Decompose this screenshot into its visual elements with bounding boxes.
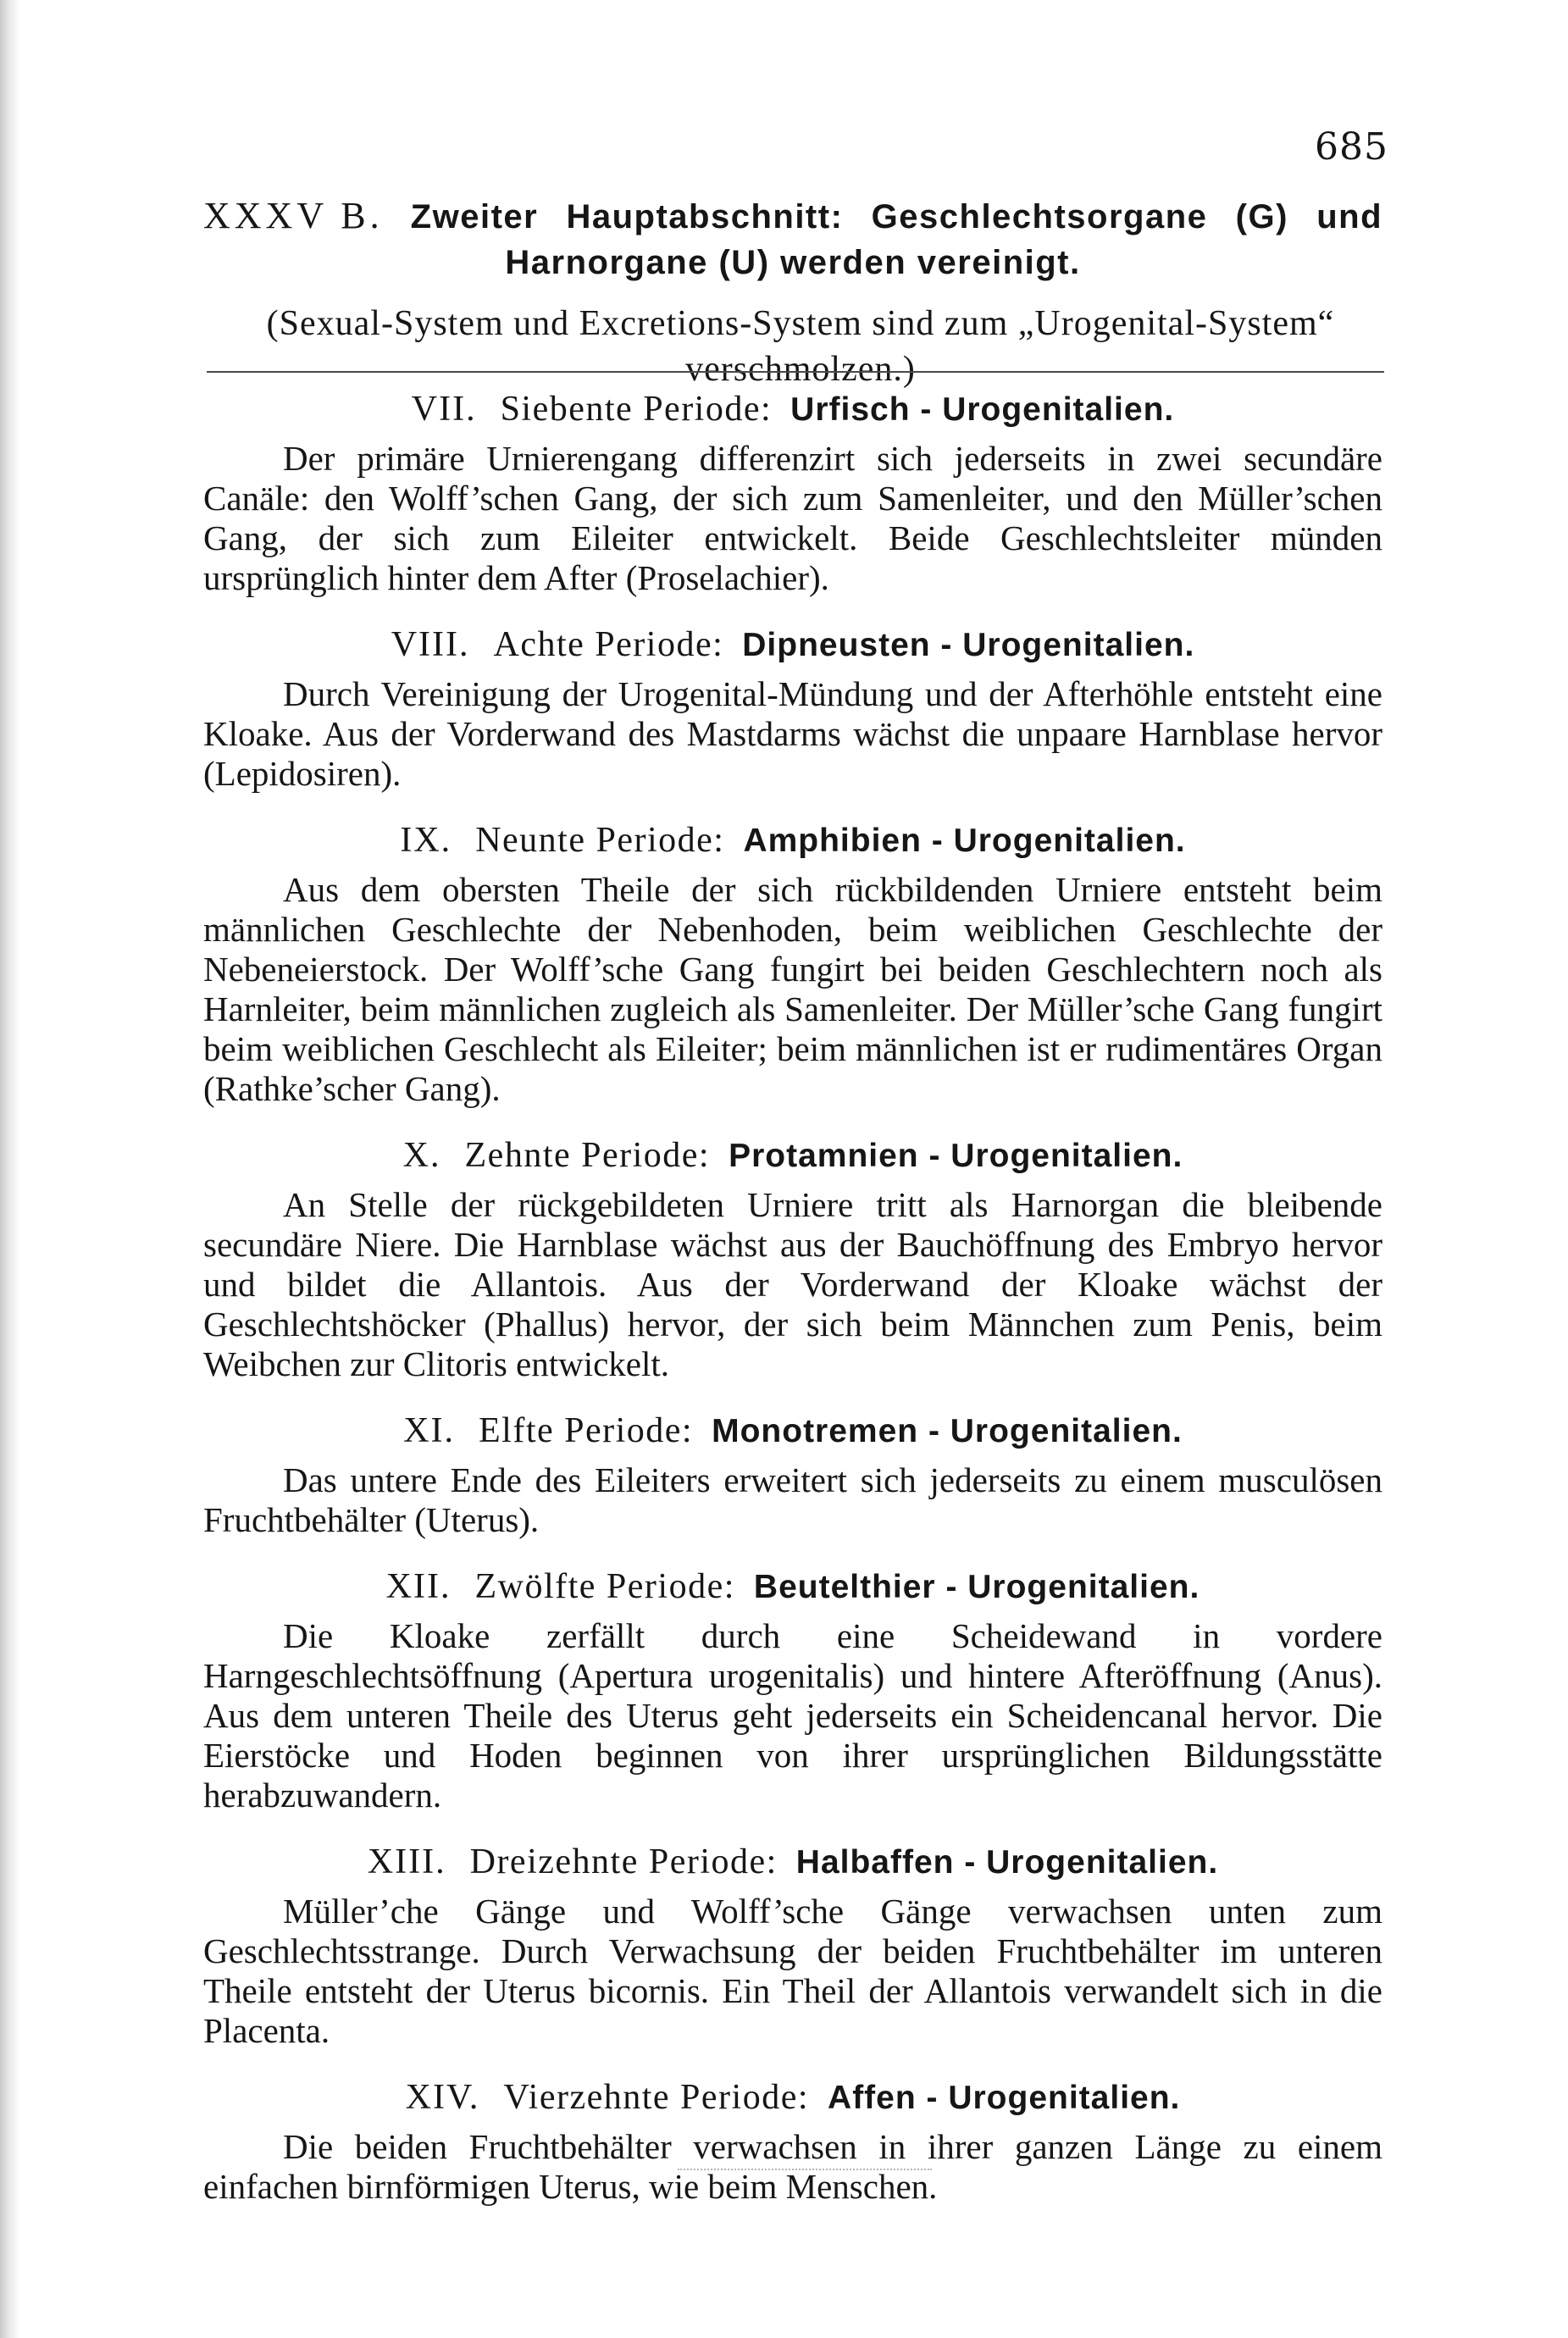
period-viii [203, 621, 1382, 794]
section-heading-line [203, 193, 1382, 240]
section-subtitle-line1: (Sexual-System und Excretions-System sind zum „Urogenital-System“ [266, 304, 1335, 343]
period-numeral: XIV. [405, 2078, 480, 2117]
section-label: XXXV B. [203, 195, 384, 236]
period-xi [203, 1407, 1382, 1540]
section-subtitle-line2: verschmolzen.) [685, 350, 916, 389]
period-name: Vierzehnte Periode: [503, 2078, 810, 2117]
page-edge-shadow [0, 0, 20, 2338]
period-paragraph: Durch Vereinigung der Urogenital-Mündung und der Afterhöhle entsteht eine Kloake. Aus der Vorderwand des Mastdarms wächst die unpaare Harnblase hervor (Lepidosiren). [203, 674, 1382, 793]
period-heading [203, 385, 1382, 434]
section-title-line2: Harnorgane (U) werden vereinigt. [505, 244, 1081, 281]
print-artifact [678, 2169, 932, 2170]
period-name: Dreizehnte Periode: [469, 1842, 778, 1881]
page-number: 685 [1315, 125, 1388, 169]
period-ix [203, 817, 1382, 1109]
period-xiii [203, 1838, 1382, 2051]
period-xii [203, 1563, 1382, 1815]
period-title: Protamnien - Urogenitalien. [729, 1138, 1183, 1174]
period-list [203, 385, 1382, 2230]
period-numeral: XII. [385, 1567, 452, 1606]
period-title: Dipneusten - Urogenitalien. [742, 627, 1195, 663]
period-heading [203, 817, 1382, 865]
period-name: Achte Periode: [493, 625, 724, 664]
period-xiv [203, 2074, 1382, 2207]
period-paragraph: Der primäre Urnierengang differenzirt sich jederseits in zwei secundäre Canäle: den Wolff’schen Gang, der sich zum Samenleiter, und den Müller’schen Gang, der sich zum Eileiter entwickelt. Beide Geschlechtsleiter münden ursprünglich hinter dem After (Proselachier). [203, 439, 1382, 597]
period-paragraph: Das untere Ende des Eileiters erweitert sich jederseits zu einem musculösen Fruchtbehälter (Uterus). [203, 1460, 1382, 1539]
period-name: Zwölfte Periode: [474, 1567, 735, 1606]
section-subtitle [203, 301, 1382, 392]
period-name: Neunte Periode: [475, 821, 725, 860]
period-numeral: XI. [403, 1411, 456, 1450]
period-heading [203, 1132, 1382, 1180]
period-paragraph: Müller’che Gänge und Wolff’sche Gänge verwachsen unten zum Geschlechtsstrange. Durch Verwachsung der beiden Fruchtbehälter im unteren Theile entsteht der Uterus bicornis. Ein Theil der Allantois verwandelt sich in die Placenta. [203, 1892, 1382, 2050]
period-numeral: IX. [400, 821, 452, 860]
period-title: Urfisch - Urogenitalien. [790, 391, 1175, 428]
period-name: Elfte Periode: [479, 1411, 694, 1450]
period-title: Halbaffen - Urogenitalien. [795, 1844, 1219, 1881]
period-x [203, 1132, 1382, 1384]
period-heading [203, 1838, 1382, 1886]
period-heading [203, 1563, 1382, 1611]
period-heading [203, 621, 1382, 669]
period-paragraph: Die beiden Fruchtbehälter verwachsen in ihrer ganzen Länge zu einem einfachen birnförmigen Uterus, wie beim Menschen. [203, 2127, 1382, 2206]
period-title: Affen - Urogenitalien. [828, 2080, 1181, 2116]
section-heading [203, 193, 1382, 392]
period-heading [203, 1407, 1382, 1455]
period-name: Siebente Periode: [500, 390, 773, 429]
period-numeral: VII. [411, 390, 477, 429]
period-numeral: VIII. [391, 625, 470, 664]
period-paragraph: An Stelle der rückgebildeten Urniere tritt als Harnorgan die bleibende secundäre Niere. Die Harnblase wächst aus der Bauchöffnung des Embryo hervor und bildet die Allantois. Aus der Vorderwand der Kloake wächst der Geschlechtshöcker (Phallus) hervor, der sich beim Männchen zum Penis, beim Weibchen zur Clitoris entwickelt. [203, 1185, 1382, 1383]
period-paragraph: Die Kloake zerfällt durch eine Scheidewand in vordere Harngeschlechtsöffnung (Apertura urogenitalis) und hintere Afteröffnung (Anus). Aus dem unteren Theile des Uterus geht jederseits ein Scheidencanal hervor. Die Eierstöcke und Hoden beginnen von ihrer ursprünglichen Bildungsstätte herabzuwandern. [203, 1616, 1382, 1814]
period-name: Zehnte Periode: [464, 1136, 711, 1175]
period-title: Monotremen - Urogenitalien. [712, 1413, 1183, 1449]
period-vii [203, 385, 1382, 598]
period-heading [203, 2074, 1382, 2122]
heading-divider [207, 371, 1384, 373]
period-paragraph: Aus dem obersten Theile der sich rückbildenden Urniere entsteht beim männlichen Geschlechte der Nebenhoden, beim weiblichen Geschlechte der Nebeneierstock. Der Wolff’sche Gang fungirt bei beiden Geschlechtern noch als Harnleiter, beim männlichen zugleich als Samenleiter. Der Müller’sche Gang fungirt beim weiblichen Geschlecht als Eileiter; beim männlichen ist er rudimentäres Organ (Rathke’scher Gang). [203, 870, 1382, 1108]
period-title: Amphibien - Urogenitalien. [743, 823, 1186, 859]
period-title: Beutelthier - Urogenitalien. [753, 1569, 1200, 1605]
period-numeral: X. [402, 1136, 441, 1175]
period-numeral: XIII. [367, 1842, 446, 1881]
section-title-line1: Zweiter Hauptabschnitt: Geschlechtsorgane (G) und [410, 198, 1382, 235]
